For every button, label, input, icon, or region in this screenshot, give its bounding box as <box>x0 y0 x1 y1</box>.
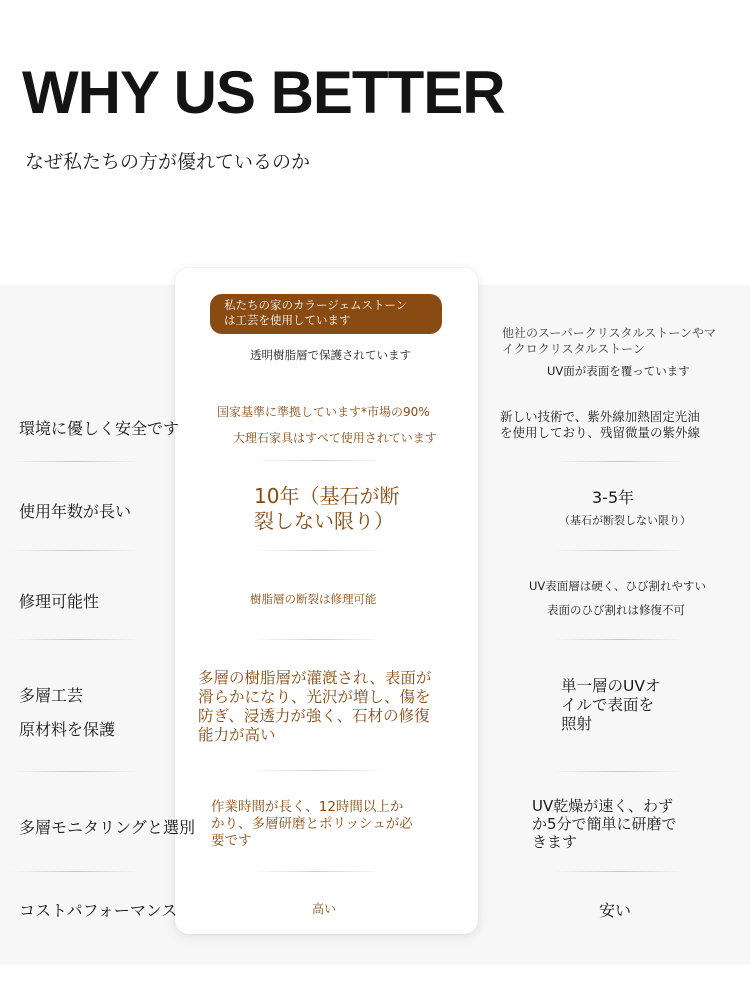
row-label-cost: コストパフォーマンス <box>19 901 178 920</box>
others-eco-line-1: 新しい技術で、紫外線加熱固定光油 <box>500 409 700 424</box>
our-product-badge <box>210 294 442 334</box>
ours-eco-line-2: 大理石家具はすべて使用されています <box>233 431 437 445</box>
ours-monitoring-line-3: 要です <box>211 833 252 849</box>
others-eco-line-2: を使用しており、残留微量の紫外線 <box>500 425 701 440</box>
page-title: WHY US BETTER <box>22 59 505 126</box>
row-divider <box>553 871 685 872</box>
others-repair-line-2: 表面のひび割れは修復不可 <box>547 603 685 617</box>
badge-line-1: 私たちの家のカラージェムストーン <box>224 298 408 312</box>
others-multilayer <box>561 677 660 734</box>
ours-multilayer-line-4: 能力が高い <box>198 726 276 744</box>
others-monitoring-line-2: か5分で簡単に研磨で <box>532 815 677 833</box>
ours-repair: 樹脂層の断裂は修理可能 <box>250 592 377 606</box>
others-eco <box>500 409 700 441</box>
ours-lifespan-line-1: 10年（基石が断 <box>254 484 400 508</box>
row-divider <box>10 461 140 462</box>
others-cost: 安い <box>599 901 632 920</box>
row-divider <box>254 639 384 640</box>
ours-multilayer-line-3: 防ぎ、浸透力が強く、石材の修復 <box>198 707 430 725</box>
others-multilayer-line-3: 照射 <box>561 715 593 733</box>
ours-multilayer <box>198 669 431 745</box>
others-repair-line-1: UV表面層は硬く、ひび割れやすい <box>529 579 707 593</box>
ours-eco-line-1: 国家基準に準拠しています*市場の90% <box>217 405 430 419</box>
row-label-lifespan: 使用年数が長い <box>19 502 132 521</box>
ours-monitoring-line-1: 作業時間が長く、12時間以上か <box>211 799 404 815</box>
others-lifespan-note: （基石が断裂しない限り） <box>559 514 691 527</box>
others-monitoring-line-3: きます <box>532 833 578 851</box>
others-multilayer-line-1: 単一層のUVオ <box>561 677 661 695</box>
ours-cost: 高い <box>312 902 337 916</box>
row-divider <box>254 770 384 771</box>
competitor-intro <box>502 325 716 357</box>
page-subtitle: なぜ私たちの方が優れているのか <box>25 151 311 173</box>
ours-monitoring-line-2: かり、多層研磨とポリッシュが必 <box>211 816 413 832</box>
row-divider <box>254 460 384 461</box>
competitor-intro-line-1: 他社のスーパークリスタルストーンやマ <box>502 326 716 340</box>
others-lifespan-value: 3-5年 <box>592 488 635 507</box>
row-divider <box>553 550 685 551</box>
row-divider <box>254 871 384 872</box>
row-label-repair: 修理可能性 <box>19 592 100 611</box>
row-label-multilayer-1: 多層工芸 <box>19 686 84 705</box>
ours-lifespan-line-2: 裂しない限り） <box>254 509 394 533</box>
row-divider <box>553 639 685 640</box>
row-divider <box>553 461 685 462</box>
row-divider <box>553 771 685 772</box>
row-divider <box>10 871 140 872</box>
ours-lifespan <box>254 484 399 534</box>
competitor-intro-line-3: UV面が表面を覆っています <box>547 364 690 378</box>
row-divider <box>10 639 140 640</box>
badge-line-2: は工芸を使用しています <box>224 313 351 327</box>
row-divider <box>10 771 140 772</box>
row-label-eco: 環境に優しく安全です <box>19 419 180 438</box>
ours-monitoring <box>211 799 413 850</box>
row-label-multilayer-2: 原材料を保護 <box>19 720 116 739</box>
row-divider <box>254 550 384 551</box>
our-intro-text: 透明樹脂層で保護されています <box>250 348 411 362</box>
row-label-monitoring: 多層モニタリングと選別 <box>19 818 196 837</box>
competitor-intro-line-2: イクロクリスタルストーン <box>502 342 645 356</box>
row-divider <box>10 550 140 551</box>
others-monitoring-line-1: UV乾燥が速く、わず <box>532 797 673 815</box>
ours-multilayer-line-1: 多層の樹脂層が灌漑され、表面が <box>198 669 432 687</box>
ours-multilayer-line-2: 滑らかになり、光沢が増し、傷を <box>198 688 431 706</box>
others-multilayer-line-2: イルで表面を <box>561 696 655 714</box>
others-monitoring <box>532 797 677 851</box>
